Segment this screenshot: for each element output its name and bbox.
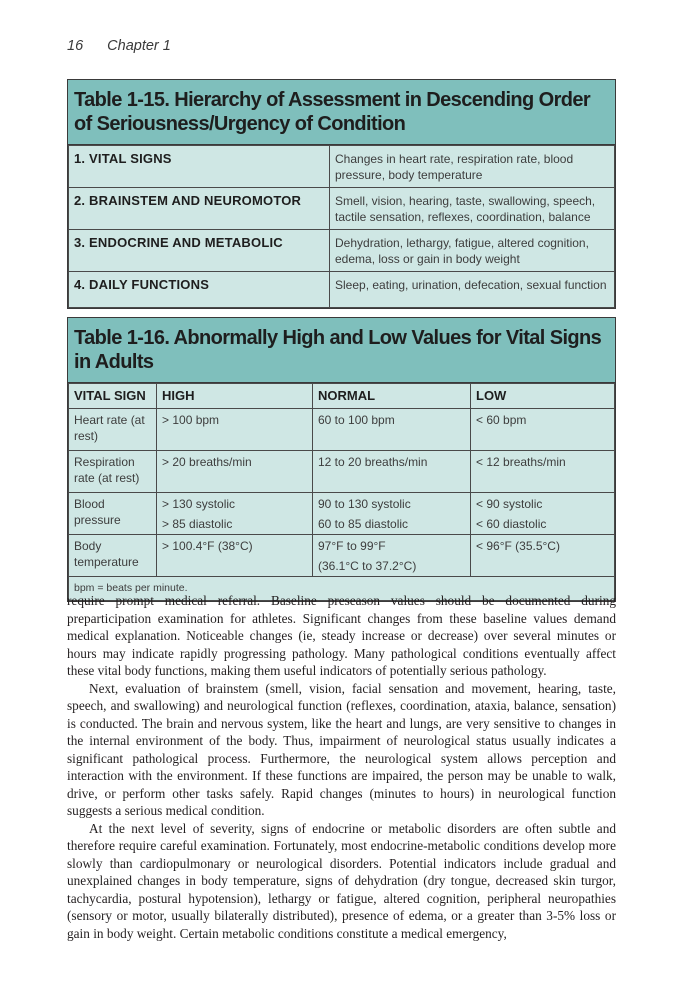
- normal-cell: 12 to 20 breaths/min: [313, 451, 471, 493]
- high-cell: > 20 breaths/min: [157, 451, 313, 493]
- low-cell: [471, 493, 615, 535]
- low-value: < 90 systolic: [476, 497, 543, 511]
- table-1-15-title: Table 1-15. Hierarchy of Assessment in Descending Order of Seriousness/Urgency of Condition: [68, 80, 615, 145]
- chapter-label: Chapter 1: [107, 38, 171, 54]
- table-row: [69, 409, 615, 451]
- low-cell: < 96°F (35.5°C): [471, 535, 615, 577]
- normal-value: 97°F to 99°F: [318, 539, 386, 553]
- column-header-normal: NORMAL: [313, 384, 471, 409]
- low-cell: < 60 bpm: [471, 409, 615, 451]
- description-cell: Sleep, eating, urination, defecation, sexual function: [330, 272, 615, 308]
- body-text: [67, 592, 616, 942]
- table-row: [69, 230, 615, 272]
- high-cell: > 100.4°F (38°C): [157, 535, 313, 577]
- table-row: [69, 146, 615, 188]
- table-row: [69, 493, 615, 535]
- vital-sign-cell: Body temperature: [69, 535, 157, 577]
- column-header-vital-sign: VITAL SIGN: [69, 384, 157, 409]
- description-cell: Changes in heart rate, respiration rate, blood pressure, body temperature: [330, 146, 615, 188]
- table-row: [69, 188, 615, 230]
- table-1-15: [67, 79, 616, 309]
- table-row: [69, 451, 615, 493]
- table-1-16-title: Table 1-16. Abnormally High and Low Values for Vital Signs in Adults: [68, 318, 615, 383]
- table-row: [69, 535, 615, 577]
- category-cell: 2. BRAINSTEM AND NEUROMOTOR: [69, 188, 330, 230]
- column-header-low: LOW: [471, 384, 615, 409]
- high-value-2: > 85 diastolic: [162, 517, 233, 531]
- normal-cell: [313, 535, 471, 577]
- category-cell: 3. ENDOCRINE AND METABOLIC: [69, 230, 330, 272]
- normal-cell: [313, 493, 471, 535]
- high-value: > 130 systolic: [162, 497, 236, 511]
- vital-sign-cell: Respiration rate (at rest): [69, 451, 157, 493]
- table-footnote: bpm = beats per minute.: [69, 577, 615, 601]
- normal-value-2: (36.1°C to 37.2°C): [318, 559, 417, 573]
- category-cell: 1. VITAL SIGNS: [69, 146, 330, 188]
- high-cell: > 100 bpm: [157, 409, 313, 451]
- description-cell: Smell, vision, hearing, taste, swallowing, speech, tactile sensation, reflexes, coordination, balance: [330, 188, 615, 230]
- low-cell: < 12 breaths/min: [471, 451, 615, 493]
- normal-value-2: 60 to 85 diastolic: [318, 517, 409, 531]
- paragraph: At the next level of severity, signs of endocrine or metabolic disorders are often subtle and therefore require careful examination. Fortunately, most endocrine-metabolic conditions develop more slowly than cardiopulmonary or neurological disorders. Potential indicators include gradual and unexplained changes in body temperature, signs of dehydration (dry tongue, decreased skin turgor, tachycardia, postural hypotension), lethargy or fatigue, altered cognition, peripheral neuropathies (sensory or motor, usually bilaterally distributed), presence of edema, or a greater than 3-5% loss or gain in body weight. Certain metabolic conditions constitute a medical emergency,: [67, 820, 616, 941]
- table-row: [69, 272, 615, 308]
- table-1-16-grid: [68, 383, 615, 601]
- category-cell: 4. DAILY FUNCTIONS: [69, 272, 330, 308]
- column-header-high: HIGH: [157, 384, 313, 409]
- paragraph: Next, evaluation of brainstem (smell, vision, facial sensation and movement, hearing, taste, speech, and swallowing) and neurological function (reflexes, coordination, ataxia, balance, sensation) is conducted. The brain and nervous system, like the heart and lungs, are very sensitive to changes in the internal environment of the body. Thus, impairment of neurological status usually indicates a significant pathological process. Furthermore, the neurological system allows perception and interaction with the environment. If these functions are impaired, the person may be unable to walk, drive, or perform other tasks safely. Rapid changes (minutes to hours) in neurological function suggests a serious medical condition.: [67, 680, 616, 818]
- page-number: 16: [67, 38, 84, 54]
- vital-sign-cell: Blood pressure: [69, 493, 157, 535]
- vital-sign-cell: Heart rate (at rest): [69, 409, 157, 451]
- table-header-row: [69, 384, 615, 409]
- low-value-2: < 60 diastolic: [476, 517, 547, 531]
- running-head: [67, 38, 171, 54]
- table-1-15-grid: [68, 145, 615, 308]
- normal-value: 90 to 130 systolic: [318, 497, 411, 511]
- paragraph: require prompt medical referral. Baseline preseason values should be documented during preparticipation examination for athletes. Significant changes from these baseline values demand medical explanation. Noticeable changes (ie, steady increase or decrease) over several minutes or hours may indicate rapidly progressing pathology. Many pathological conditions eventually affect these vital body functions, making them useful indicators of potentially serious pathology.: [67, 593, 616, 678]
- normal-cell: 60 to 100 bpm: [313, 409, 471, 451]
- description-cell: Dehydration, lethargy, fatigue, altered cognition, edema, loss or gain in body weight: [330, 230, 615, 272]
- high-cell: [157, 493, 313, 535]
- table-1-16: [67, 317, 616, 602]
